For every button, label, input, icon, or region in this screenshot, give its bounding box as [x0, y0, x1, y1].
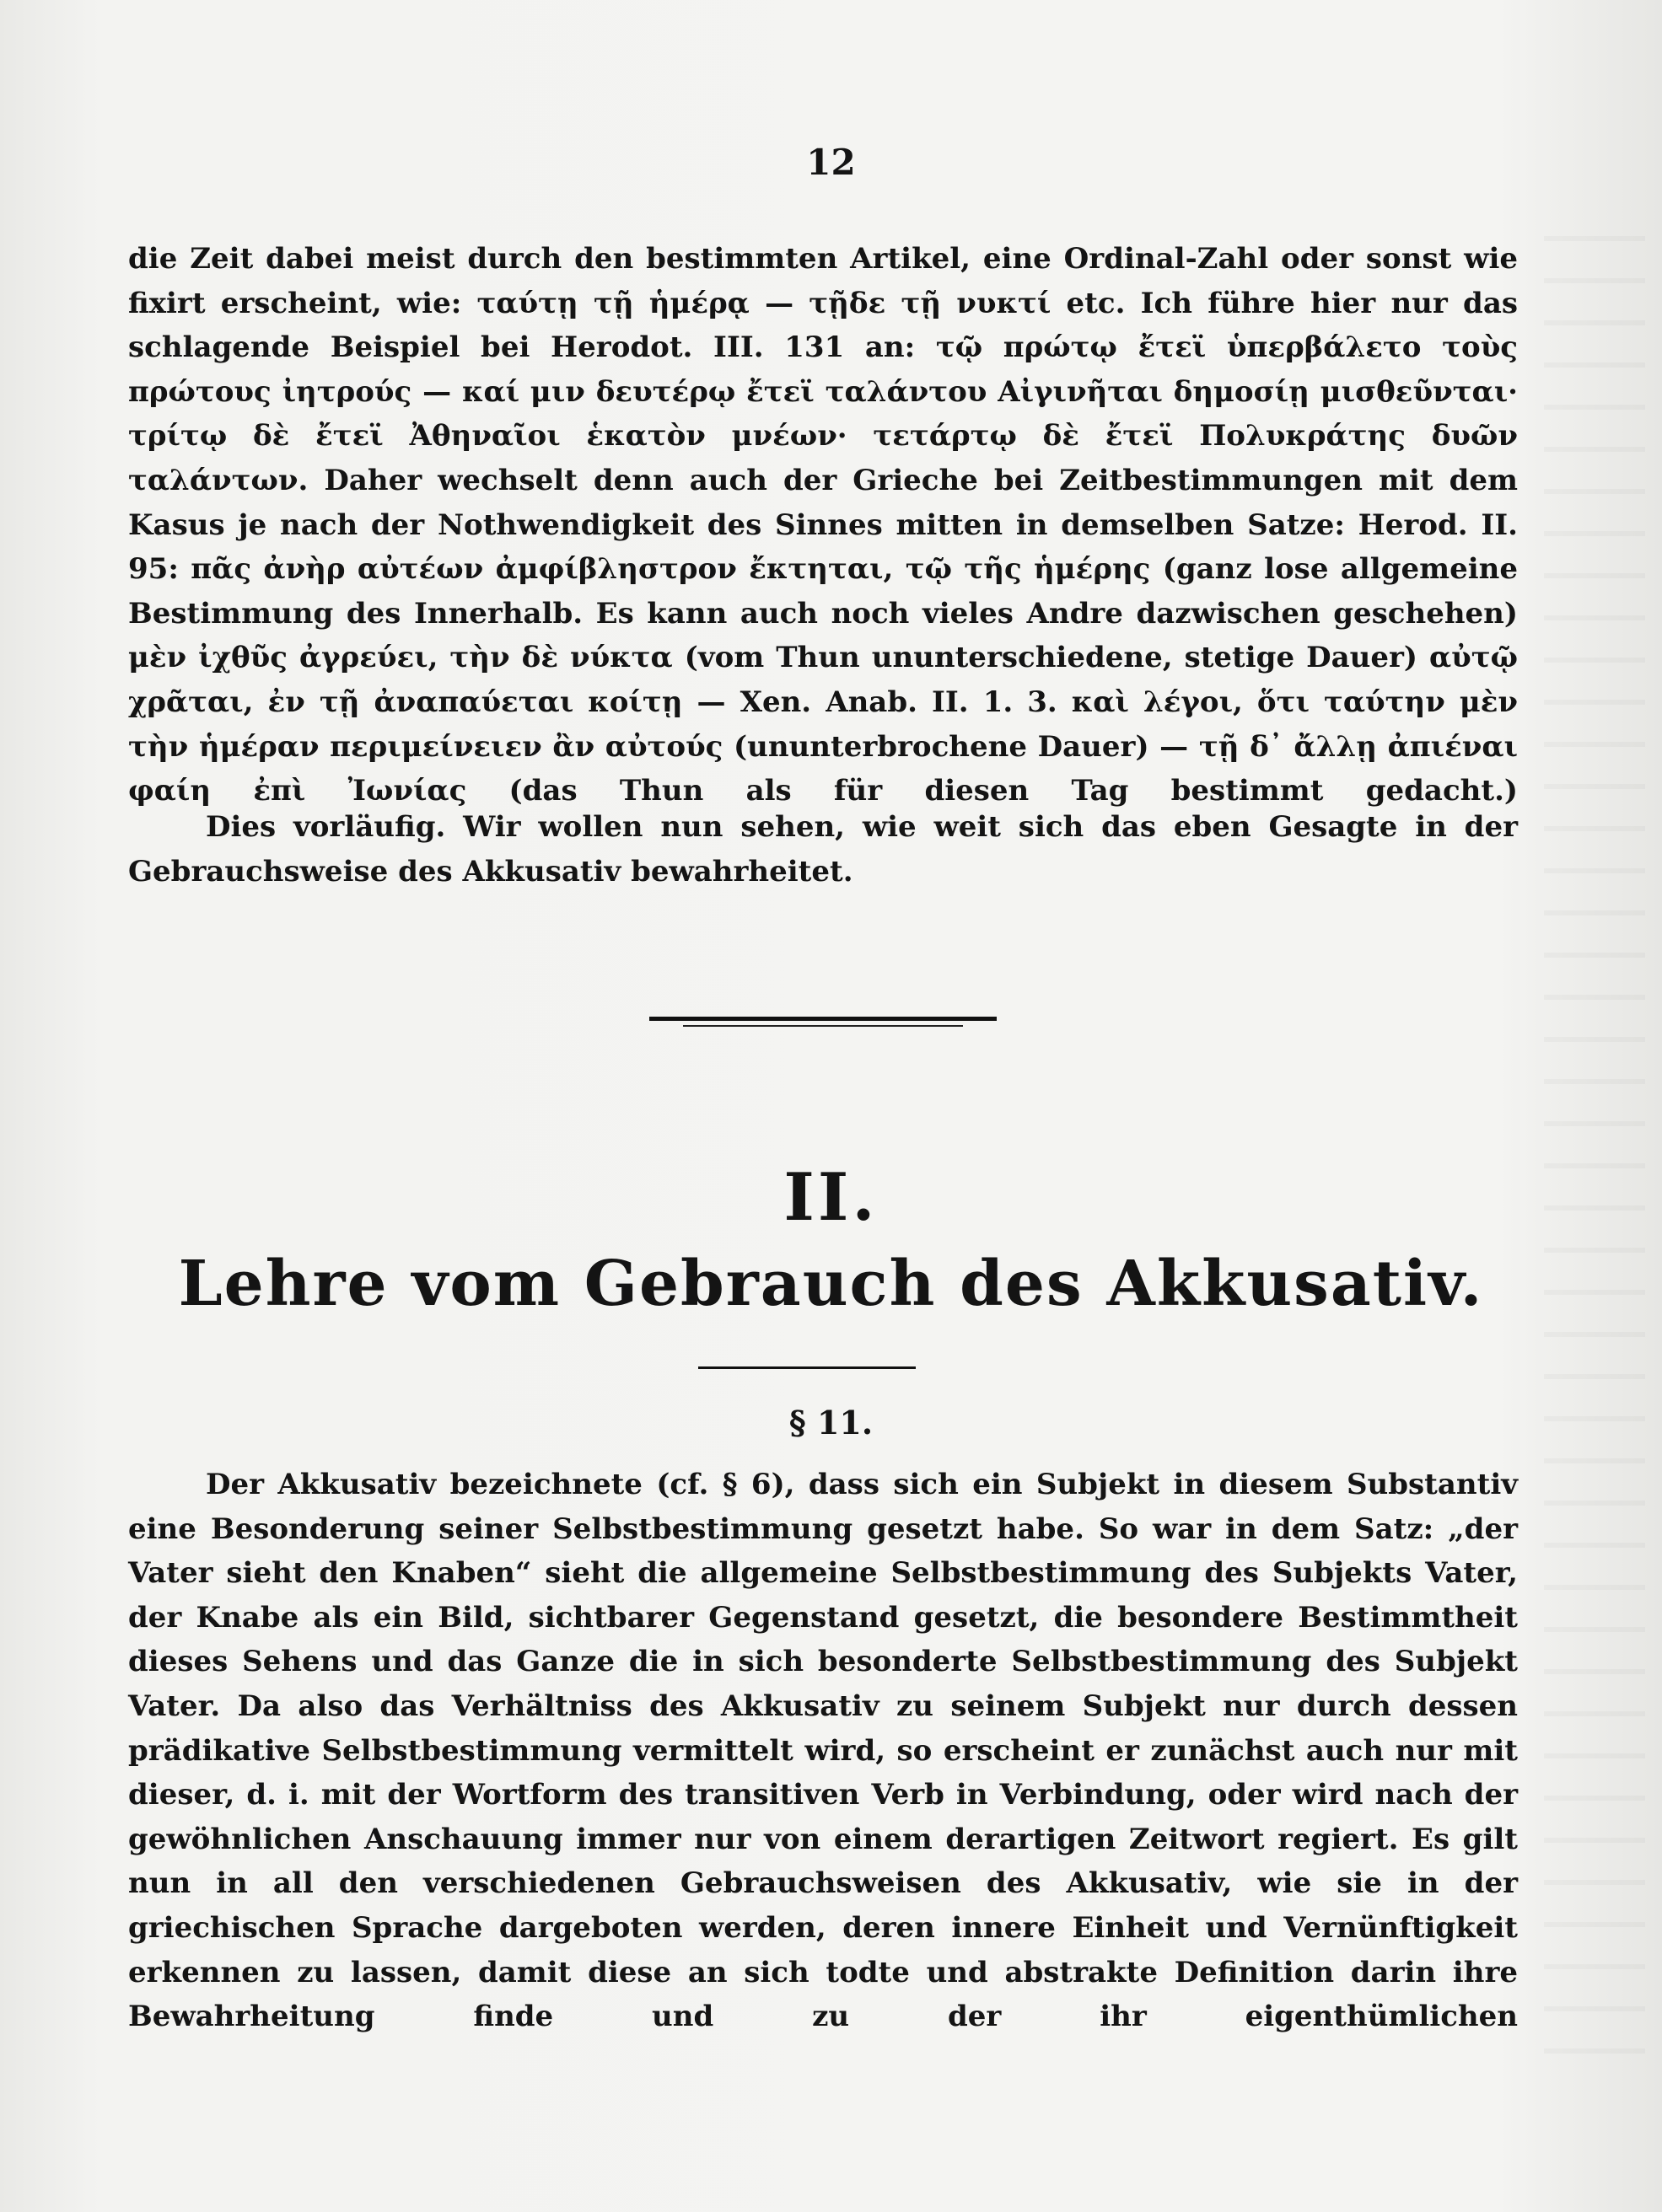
- paragraph-section-11: Der Akkusativ bezeichnete (cf. § 6), dass sich ein Subjekt in diesem Substantiv eine Besonderung seiner Selbstbestimmung gesetzt habe. So war in dem Satz: „der Vater sieht den Knaben“ sieht die allgemeine Selbstbestimmung des Subjekts Vater, der Knabe als ein Bild, sichtbarer Gegenstand gesetzt, die besondere Bestimmtheit dieses Sehens und das Ganze die in sich besonderte Selbstbestimmung des Subjekt Vater. Da also das Verhältniss des Akkusativ zu seinem Subjekt nur durch dessen prädikative Selbstbestimmung vermittelt wird, so erscheint er zunächst auch nur mit dieser, d. i. mit der Wortform des transitiven Verb in Verbindung, oder wird nach der gewöhnlichen Anschauung immer nur von einem derartigen Zeitwort regiert. Es gilt nun in all den verschiedenen Gebrauchsweisen des Akkusativ, wie sie in der griechischen Sprache dargeboten werden, deren innere Einheit und Vernünftigkeit erkennen zu lassen, damit diese an sich todte und abstrakte Definition darin ihre Bewahrheitung finde und zu der ihr eigenthümlichen: [128, 1468, 1518, 2034]
- paragraph-continuation: die Zeit dabei meist durch den bestimmten Artikel, eine Ordinal-Zahl oder sonst wie fixirt erscheint, wie: ταύτῃ τῇ ἡμέρᾳ — τῇδε τῇ νυκτί etc. Ich führe hier nur das schlagende Beispiel bei Herodot. III. 131 an: τῷ πρώτῳ ἔτεϊ ὑπερβάλετο τοὺς πρώτους ἰητρούς — καί μιν δευτέρῳ ἔτεϊ ταλάντου Αἰγινῆται δημοσίῃ μισθεῦνται· τρίτῳ δὲ ἔτεϊ Ἀθηναῖοι ἑκατὸν μνέων· τετάρτῳ δὲ ἔτεϊ Πολυκράτης δυῶν ταλάντων. Daher wechselt denn auch der Grieche bei Zeitbestimmungen mit dem Kasus je nach der Nothwendigkeit des Sinnes mitten in demselben Satze: Herod. II. 95: πᾶς ἀνὴρ αὐτέων ἀμφίβληστρον ἔκτηται, τῷ τῆς ἡμέρης (ganz lose allgemeine Bestimmung des Innerhalb. Es kann auch noch vieles Andre dazwischen geschehen) μὲν ἰχθῦς ἀγρεύει, τὴν δὲ νύκτα (vom Thun ununterschiedene, stetige Dauer) αὐτῷ χρᾶται, ἐν τῇ ἀναπαύεται κοίτῃ — Xen. Anab. II. 1. 3. καὶ λέγοι, ὅτι ταύτην μὲν τὴν ἡμέραν περιμείνειεν ἂν αὐτούς (ununterbrochene Dauer) — τῇ δ᾽ ἄλλῃ ἀπιέναι φαίη ἐπὶ Ἰωνίας (das Thun als für diesen Tag bestimmt gedacht.): [128, 242, 1518, 808]
- section-heading: § 11.: [788, 1404, 874, 1442]
- paragraph-dies-vorlaeufig: Dies vorläufig. Wir wollen nun sehen, wie weit sich das eben Gesagte in der Gebrauchsweise des Akkusativ bewahrheitet.: [128, 810, 1518, 889]
- part-number: II.: [783, 1159, 879, 1236]
- rule-thin: [683, 1025, 963, 1027]
- title-rule: [698, 1366, 916, 1369]
- rule-thick: [649, 1017, 997, 1021]
- double-rule-divider: [649, 1017, 997, 1028]
- page-number: 12: [806, 142, 856, 183]
- part-title: Lehre vom Gebrauch des Akkusativ.: [178, 1248, 1484, 1320]
